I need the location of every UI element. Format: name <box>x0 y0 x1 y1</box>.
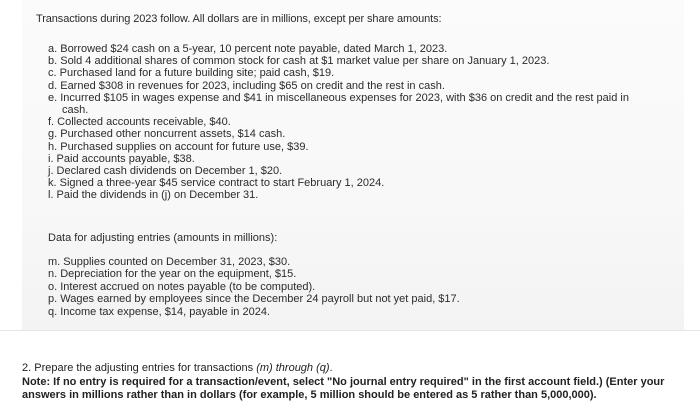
transaction-g: g. Purchased other noncurrent assets, $14 cash. <box>48 128 286 141</box>
adjusting-list <box>48 256 648 318</box>
question-prefix: 2. Prepare the adjusting entries for transactions <box>22 362 257 374</box>
transaction-k: k. Signed a three-year $45 service contract to start February 1, 2024. <box>48 177 385 190</box>
adjusting-heading: Data for adjusting entries (amounts in millions): <box>48 232 278 244</box>
adjusting-m: m. Supplies counted on December 31, 2023, $30. <box>48 256 291 268</box>
transaction-i: i. Paid accounts payable, $38. <box>48 152 195 165</box>
transaction-f: f. Collected accounts receivable, $40. <box>48 116 231 129</box>
transaction-a: a. Borrowed $24 cash on a 5-year, 10 percent note payable, dated March 1, 2023. <box>48 43 448 55</box>
transaction-d: d. Earned $308 in revenues for 2023, including $65 on credit and the rest in cash. <box>48 79 445 92</box>
adjusting-o: o. Interest accrued on notes payable (to be computed). <box>48 280 316 293</box>
question-text <box>22 362 333 374</box>
adjusting-q: q. Income tax expense, $14, payable in 2024. <box>48 305 270 318</box>
adjusting-n: n. Depreciation for the year on the equipment, $15. <box>48 268 297 281</box>
transaction-e-continued: cash. <box>62 104 89 117</box>
transaction-c: c. Purchased land for a future building site; paid cash, $19. <box>48 67 335 80</box>
intro-text: Transactions during 2023 follow. All dollars are in millions, except per share amounts: <box>36 13 442 25</box>
transaction-e: e. Incurred $105 in wages expense and $41 in miscellaneous expenses for 2023, with $36 on credit and the rest paid in <box>48 91 629 104</box>
transaction-b: b. Sold 4 additional shares of common stock for cash at $1 market value per share on January 1, 2023. <box>48 55 550 68</box>
question-suffix: . <box>329 362 333 374</box>
transaction-h: h. Purchased supplies on account for future use, $39. <box>48 140 309 153</box>
transaction-j: j. Declared cash dividends on December 1, $20. <box>48 165 283 178</box>
transaction-list <box>48 43 678 202</box>
instruction-note: Note: If no entry is required for a transaction/event, select "No journal entry required" in the first account field.) (Enter your answers in millions rather than in dollars (for example, 5 million should be entered as 5 rather than 5,000,000). <box>22 376 665 401</box>
question-range: (m) through (q) <box>256 362 330 374</box>
transaction-l: l. Paid the dividends in (j) on December 31. <box>48 189 259 202</box>
adjusting-p: p. Wages earned by employees since the December 24 payroll but not yet paid, $17. <box>48 293 460 306</box>
